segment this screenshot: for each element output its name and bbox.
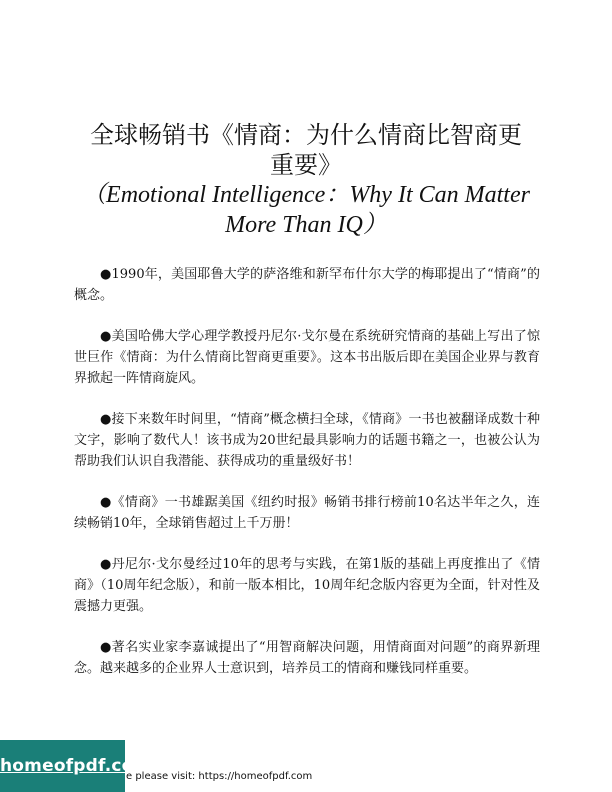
title-english-line-1: （Emotional Intelligence：Why It Can Matter [82, 182, 530, 208]
book-title [60, 120, 552, 240]
title-chinese-line-2: 重要》 [270, 151, 342, 179]
paragraph: ●著名实业家李嘉诚提出了“用智商解决问题，用情商面对问题”的商界新理念。越来越多的企业界人士意识到，培养员工的情商和赚钱同样重要。 [74, 640, 540, 676]
paragraph: ●丹尼尔·戈尔曼经过10年的思考与实践，在第1版的基础上再度推出了《情商》（10周年纪念版），和前一版本相比，10周年纪念版内容更为全面，针对性及震撼力更强。 [74, 557, 540, 614]
homeofpdf-logo[interactable]: homeofpdf.com [0, 740, 125, 792]
footer-visit-link[interactable]: e please visit: https://homeofpdf.com [126, 771, 313, 782]
paragraph: ●1990年，美国耶鲁大学的萨洛维和新罕布什尔大学的梅耶提出了“情商”的概念。 [74, 267, 540, 303]
paragraph: ●美国哈佛大学心理学教授丹尼尔·戈尔曼在系统研究情商的基础上写出了惊世巨作《情商：为什么情商比智商更重要》。这本书出版后即在美国企业界与教育界掀起一阵情商旋风。 [74, 329, 540, 386]
paragraph: ●《情商》一书雄踞美国《纽约时报》畅销书排行榜前10名达半年之久，连续畅销10年，全球销售超过上千万册！ [74, 495, 540, 531]
title-chinese-line-1: 全球畅销书《情商：为什么情商比智商更 [90, 121, 522, 149]
title-english-line-2: More Than IQ） [225, 212, 387, 238]
paragraph: ●接下来数年时间里，“情商”概念横扫全球，《情商》一书也被翻译成数十种文字，影响了数代人！该书成为20世纪最具影响力的话题书籍之一，也被公认为帮助我们认识自我潜能、获得成功的重量级好书！ [74, 412, 540, 469]
body-text [74, 264, 540, 699]
